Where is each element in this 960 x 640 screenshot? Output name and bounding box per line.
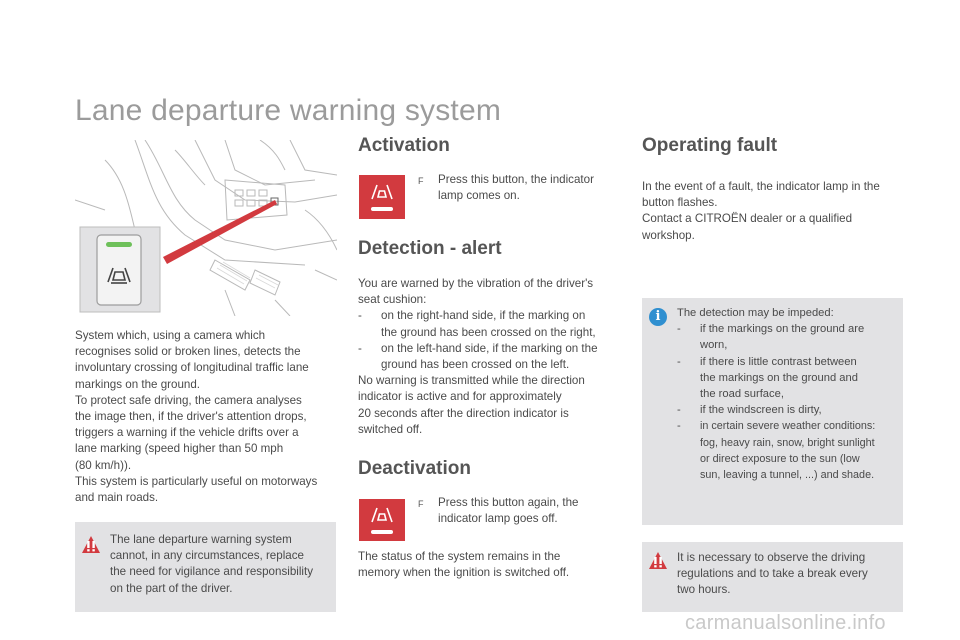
detection-line: No warning is transmitted while the direction [358, 374, 585, 388]
info-item [677, 321, 901, 353]
warning-line: cannot, in any circumstances, replace [110, 549, 304, 563]
info-item [677, 418, 901, 483]
detection-heading: Detection - alert [358, 238, 502, 259]
lane-warning-button-on [359, 175, 405, 219]
detection-item [358, 308, 623, 340]
lane-car-icon [369, 506, 395, 526]
detection-line: indicator is active and for approximately [358, 390, 562, 404]
fault-line: button flashes. [642, 196, 718, 210]
detection-line: seat cushion: [358, 293, 427, 307]
system-description [75, 328, 340, 506]
dashboard-drawing [75, 140, 337, 316]
detection-line: 20 seconds after the direction indicator is [358, 406, 569, 420]
activation-instruction [418, 172, 618, 204]
lane-warning-button-off [359, 499, 405, 541]
description-line: markings on the ground. [75, 377, 201, 391]
detection-line: switched off. [358, 422, 423, 436]
description-line: involuntary crossing of longitudinal traffic lane [75, 361, 309, 375]
detection-text [358, 276, 623, 438]
warning-line: the need for vigilance and responsibility [110, 565, 314, 579]
detection-line: ground has been crossed on the left. [381, 358, 570, 372]
info-line: fog, heavy rain, snow, bright sunlight [700, 436, 875, 449]
dash: - [677, 404, 681, 417]
dash: - [677, 420, 681, 433]
dash: - [677, 323, 681, 336]
info-line: if there is little contrast between [700, 355, 857, 368]
description-line: This system is particularly useful on motorways [75, 474, 318, 488]
info-line: if the markings on the ground are [700, 323, 865, 336]
fault-line: Contact a CITROËN dealer or a qualified [642, 212, 853, 226]
fault-text [642, 179, 907, 244]
warning-icon [81, 535, 101, 555]
deactivation-instruction [418, 495, 618, 527]
activation-line: Press this button, the indicator [438, 173, 594, 186]
dashboard-illustration [75, 140, 337, 316]
description-line: triggers a warning if the vehicle drifts over a [75, 426, 299, 440]
description-line: and main roads. [75, 491, 159, 505]
description-line: the image then, if the driver's attention drops, [75, 410, 307, 424]
bullet-arrow-icon: F [418, 176, 424, 186]
info-item [677, 402, 901, 418]
info-icon: i [649, 308, 667, 326]
regulation-line: regulations and to take a break every [677, 567, 868, 581]
description-line: To protect safe driving, the camera analyses [75, 393, 302, 407]
dash: - [358, 309, 362, 323]
detection-line: on the right-hand side, if the marking on [381, 309, 586, 323]
fault-heading: Operating fault [642, 135, 778, 156]
info-item [677, 354, 901, 403]
detection-line: on the left-hand side, if the marking on the [381, 341, 598, 355]
dash: - [677, 355, 681, 368]
detection-item [358, 341, 623, 373]
description-line: lane marking (speed higher than 50 mph [75, 442, 284, 456]
info-line: worn, [700, 339, 728, 352]
info-line: the road surface, [700, 388, 784, 401]
deactivation-line: indicator lamp goes off. [438, 512, 558, 526]
vigilance-warning-box [75, 522, 336, 612]
indicator-lamp [371, 207, 393, 211]
warning-line: The lane departure warning system [110, 533, 292, 546]
detection-line: the ground has been crossed on the right, [381, 325, 596, 339]
info-line: The detection may be impeded: [677, 307, 834, 319]
detection-line: You are warned by the vibration of the driver's [358, 277, 594, 290]
deactivation-note [358, 549, 623, 581]
regulation-line: two hours. [677, 583, 731, 597]
lane-car-icon [369, 183, 395, 203]
activation-line: lamp comes on. [438, 189, 520, 203]
info-line: if the windscreen is dirty, [700, 404, 822, 417]
description-line: recognises solid or broken lines, detects the [75, 345, 301, 359]
page-title: Lane departure warning system [75, 94, 502, 127]
info-line: or direct exposure to the sun (low [700, 452, 860, 465]
info-line: sun, leaving a tunnel, ...) and shade. [700, 469, 875, 482]
warning-icon [648, 551, 668, 571]
fault-line: workshop. [642, 228, 695, 242]
driving-regulation-box [642, 542, 903, 612]
description-line: System which, using a camera which [75, 329, 266, 342]
deactivation-heading: Deactivation [358, 458, 471, 479]
regulation-line: It is necessary to observe the driving [677, 551, 866, 564]
activation-heading: Activation [358, 135, 450, 156]
deactivation-line: Press this button again, the [438, 496, 579, 509]
info-line: in certain severe weather conditions: [700, 420, 876, 433]
indicator-lamp [371, 530, 393, 534]
dash: - [358, 341, 362, 355]
description-line: (80 km/h)). [75, 458, 132, 472]
note-line: memory when the ignition is switched off. [358, 566, 570, 580]
note-line: The status of the system remains in the [358, 550, 561, 563]
bullet-arrow-icon: F [418, 499, 424, 509]
watermark: carmanualsonline.info [685, 612, 886, 634]
fault-line: In the event of a fault, the indicator lamp in the [642, 180, 880, 193]
detection-impeded-info-box [642, 298, 903, 525]
info-line: the markings on the ground and [700, 371, 858, 384]
warning-line: on the part of the driver. [110, 581, 233, 595]
callout-pointer [163, 200, 277, 264]
